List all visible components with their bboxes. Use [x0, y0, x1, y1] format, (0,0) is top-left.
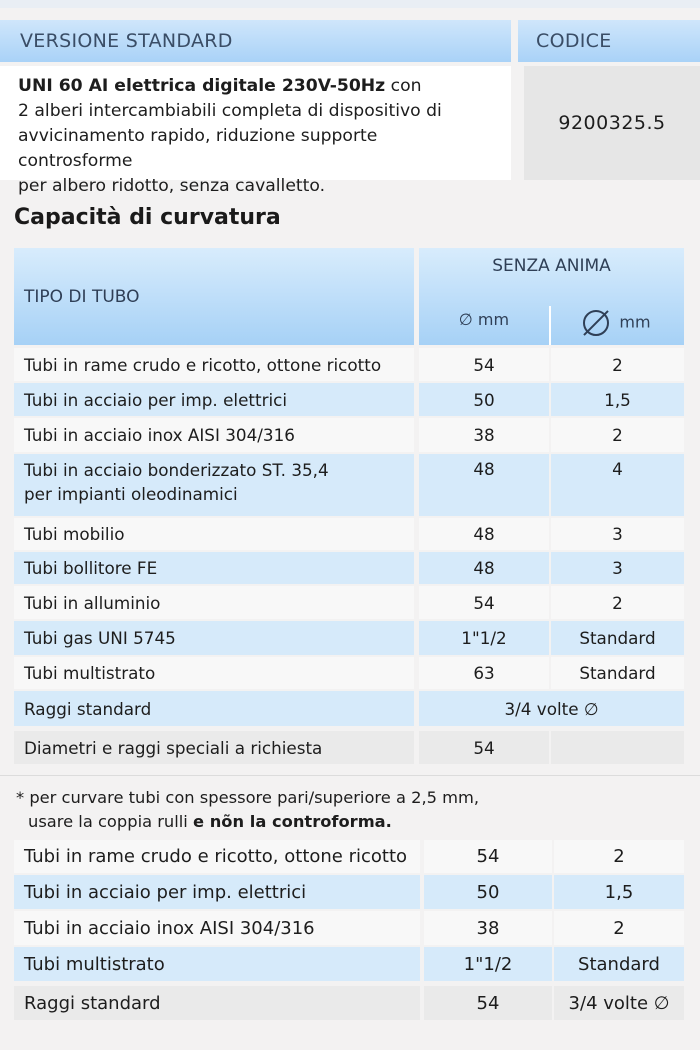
table-row	[14, 454, 684, 516]
row-diameter: 48	[419, 454, 549, 516]
row-diameter: 1"1/2	[419, 621, 549, 655]
row-name: Tubi gas UNI 5745	[14, 621, 414, 655]
table-row	[14, 518, 684, 550]
footnote	[16, 786, 676, 834]
row-diameter: 38	[424, 911, 552, 945]
footnote-bold: e nõn la controforma.	[193, 812, 392, 831]
product-title-rest: con	[385, 76, 422, 96]
footnote-text: usare la coppia rulli	[28, 812, 193, 831]
row-name: Tubi multistrato	[14, 657, 414, 689]
row-thickness: 3/4 volte ∅	[554, 986, 684, 1020]
table-row	[14, 552, 684, 584]
row-diameter: 54	[424, 840, 552, 873]
col-diameter-header: ∅ mm	[458, 310, 510, 329]
row-thickness	[551, 731, 684, 764]
senza-anima-label: SENZA ANIMA	[492, 256, 611, 276]
row-name: Tubi in acciaio inox AISI 304/316	[14, 418, 414, 452]
product-code: 9200325.5	[524, 66, 700, 180]
row-diameter: 63	[419, 657, 549, 689]
footnote-line-2	[16, 810, 676, 834]
row-name: Tubi bollitore FE	[14, 552, 414, 584]
row-thickness: Standard	[551, 621, 684, 655]
col-thickness-label: mm	[619, 312, 651, 332]
thickness-icon	[583, 310, 609, 336]
row-diameter: 54	[419, 731, 549, 764]
footnote-line-1: * per curvare tubi con spessore pari/superiore a 2,5 mm,	[16, 788, 480, 807]
table2-row	[14, 911, 684, 945]
row-diameter: 54	[419, 348, 549, 381]
row-name: Tubi multistrato	[14, 947, 420, 981]
row-name-line-1: Tubi in acciaio bonderizzato ST. 35,4	[24, 460, 329, 480]
row-thickness: Standard	[551, 657, 684, 689]
row-thickness: 4	[551, 454, 684, 516]
row-thickness: 1,5	[551, 383, 684, 416]
row-name: Diametri e raggi speciali a richiesta	[14, 731, 414, 764]
table2-row	[14, 875, 684, 909]
table-row	[14, 383, 684, 416]
col-thickness-header	[550, 310, 684, 336]
row-diameter: 48	[419, 518, 549, 550]
row-diameter: 48	[419, 552, 549, 584]
table-row	[14, 657, 684, 689]
row-name: Raggi standard	[14, 986, 420, 1020]
row-diameter: 38	[419, 418, 549, 452]
divider	[0, 775, 700, 776]
row-name: Tubi in rame crudo e ricotto, ottone ricotto	[14, 348, 414, 381]
row-name: Tubi in alluminio	[14, 586, 414, 619]
row-diameter: 1"1/2	[424, 947, 552, 981]
row-name: Tubi in acciaio per imp. elettrici	[14, 875, 420, 909]
row-thickness: 3	[551, 518, 684, 550]
table2-row	[14, 947, 684, 981]
row-span-value: 3/4 volte ∅	[419, 691, 684, 726]
table2-row	[14, 840, 684, 873]
table2-row	[14, 986, 684, 1020]
row-thickness: Standard	[554, 947, 684, 981]
col-tube-type-header: TIPO DI TUBO	[14, 248, 414, 345]
table-row	[14, 348, 684, 381]
row-name: Tubi in acciaio inox AISI 304/316	[14, 911, 420, 945]
row-thickness: 2	[551, 586, 684, 619]
row-thickness: 2	[554, 840, 684, 873]
table-row	[14, 621, 684, 655]
version-header: VERSIONE STANDARD	[0, 20, 511, 62]
row-name: Tubi in acciaio per imp. elettrici	[14, 383, 414, 416]
code-header: CODICE	[518, 20, 700, 62]
top-rule	[0, 0, 700, 8]
table-row	[14, 418, 684, 452]
product-line-3: avvicinamento rapido, riduzione supporte controsforme	[18, 126, 378, 171]
row-thickness: 2	[554, 911, 684, 945]
section-title: Capacità di curvatura	[14, 205, 281, 230]
row-diameter: 50	[424, 875, 552, 909]
row-name: Tubi in rame crudo e ricotto, ottone ricotto	[14, 840, 420, 873]
row-name-line-2: per impianti oleodinamici	[24, 484, 238, 504]
product-line-4: per albero ridotto, senza cavalletto.	[18, 176, 326, 196]
row-thickness: 2	[551, 348, 684, 381]
col-group-header	[419, 248, 684, 345]
table-row	[14, 691, 684, 726]
row-name: Tubi mobilio	[14, 518, 414, 550]
product-description	[0, 66, 511, 196]
product-line-2: 2 alberi intercambiabili completa di dispositivo di	[18, 101, 442, 121]
row-thickness: 3	[551, 552, 684, 584]
row-thickness: 1,5	[554, 875, 684, 909]
row-diameter: 50	[419, 383, 549, 416]
product-title: UNI 60 AI elettrica digitale 230V-50Hz	[18, 76, 386, 96]
row-name: Raggi standard	[14, 691, 414, 726]
table-row	[14, 731, 684, 764]
row-thickness: 2	[551, 418, 684, 452]
table-row	[14, 586, 684, 619]
row-diameter: 54	[419, 586, 549, 619]
row-diameter: 54	[424, 986, 552, 1020]
row-name	[14, 454, 414, 516]
product-line-1	[18, 74, 493, 99]
